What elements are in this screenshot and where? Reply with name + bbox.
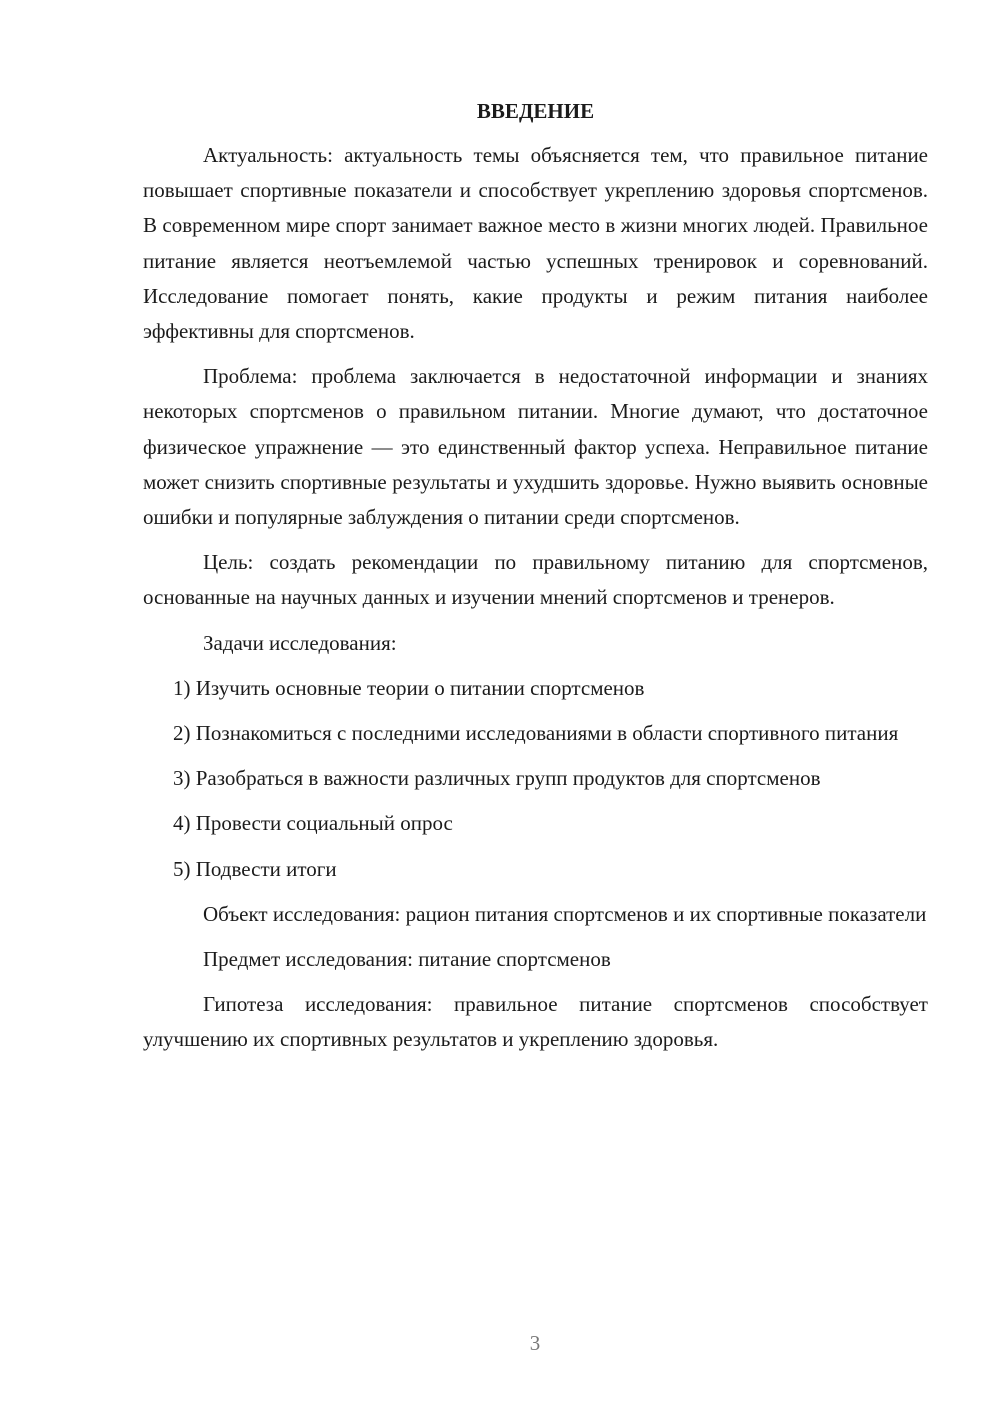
document-body xyxy=(143,94,928,1068)
task-item: 2) Познакомиться с последними исследованиями в области спортивного питания xyxy=(173,721,899,746)
task-item: 1) Изучить основные теории о питании спортсменов xyxy=(173,675,645,700)
hypothesis-paragraph: Гипотеза исследования: правильное питание спортсменов способствует улучшению их спортивных результатов и укреплению здоровья. xyxy=(143,992,928,1052)
task-item: 4) Провести социальный опрос xyxy=(173,811,453,836)
object-paragraph: Объект исследования: рацион питания спортсменов и их спортивные показатели xyxy=(203,901,927,926)
subject-paragraph: Предмет исследования: питание спортсменов xyxy=(203,947,611,972)
page-number: 3 xyxy=(529,1331,541,1355)
problem-paragraph: Проблема: проблема заключается в недостаточной информации и знаниях некоторых спортсменов о правильном питании. Многие думают, что достаточное физическое упражнение — это единственный фактор успеха. Неправильное питание может снизить спортивные результаты и ухудшить здоровье. Нужно выявить основные ошибки и популярные заблуждения о питании среди спортсменов. xyxy=(143,364,928,530)
tasks-heading: Задачи исследования: xyxy=(203,630,397,655)
section-title: ВВЕДЕНИЕ xyxy=(476,99,595,123)
relevance-paragraph: Актуальность: актуальность темы объясняется тем, что правильное питание повышает спортивные показатели и способствует укреплению здоровья спортсменов. В современном мире спорт занимает важное место в жизни многих людей. Правильное питание является неотъемлемой частью успешных тренировок и соревнований. Исследование помогает понять, какие продукты и режим питания наиболее эффективны для спортсменов. xyxy=(143,143,928,344)
goal-paragraph: Цель: создать рекомендации по правильному питанию для спортсменов, основанные на научных данных и изучении мнений спортсменов и тренеров. xyxy=(143,550,928,610)
task-item: 5) Подвести итоги xyxy=(173,856,337,881)
task-item: 3) Разобраться в важности различных групп продуктов для спортсменов xyxy=(173,766,821,791)
